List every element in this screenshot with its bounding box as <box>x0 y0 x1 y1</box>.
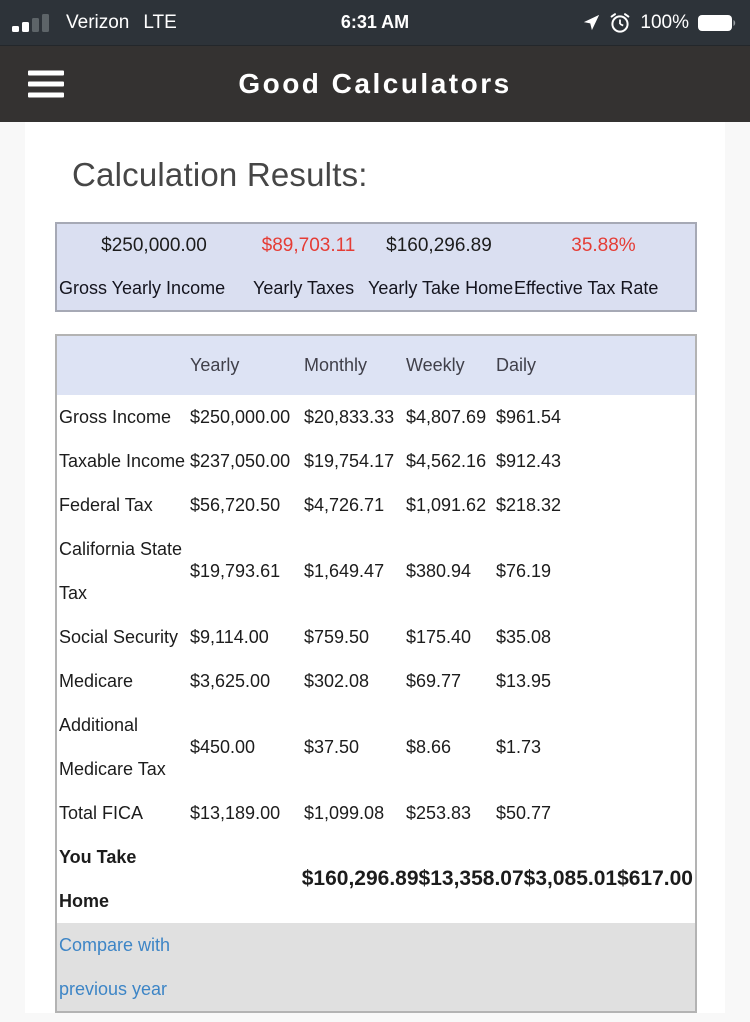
gross-yearly-income-value: $250,000.00 <box>101 234 207 256</box>
cell-value: $4,807.69 <box>406 407 487 427</box>
app-title: Good Calculators <box>238 68 512 99</box>
cell-value: $237,050.00 <box>190 451 291 471</box>
cell-value: $302.08 <box>304 671 370 691</box>
cell-value: $1,099.08 <box>304 803 385 823</box>
compare-previous-year-link[interactable]: Compare with previous year <box>59 935 171 999</box>
cell-value: $19,754.17 <box>304 451 395 471</box>
row-label: Social Security <box>59 627 179 647</box>
column-header-monthly: Monthly <box>302 335 404 395</box>
cell-value: $912.43 <box>496 451 562 471</box>
empty-cell <box>302 923 404 1012</box>
status-bar-left <box>12 12 177 34</box>
yearly-taxes-label: Yearly Taxes <box>253 278 355 298</box>
row-label: Taxable Income <box>59 451 186 471</box>
cell-value: $35.08 <box>496 627 552 647</box>
empty-cell <box>404 923 494 1012</box>
row-label: Total FICA <box>59 803 144 823</box>
take-home-row <box>56 835 696 923</box>
table-row <box>56 483 696 527</box>
take-home-weekly: $3,085.01 <box>523 867 618 890</box>
cell-value: $250,000.00 <box>190 407 291 427</box>
table-row <box>56 791 696 835</box>
battery-full-icon <box>698 14 738 32</box>
cell-value: $13,189.00 <box>190 803 281 823</box>
table-row <box>56 439 696 483</box>
cell-value: $76.19 <box>496 561 552 581</box>
cell-value: $3,625.00 <box>190 671 271 691</box>
alarm-clock-icon <box>609 12 631 34</box>
cell-value: $218.32 <box>496 495 562 515</box>
content-container <box>25 122 725 1013</box>
app-header <box>0 45 750 122</box>
effective-tax-rate-label: Effective Tax Rate <box>514 278 659 298</box>
cell-value: $1.73 <box>496 737 542 757</box>
cell-value: $759.50 <box>304 627 370 647</box>
network-type-label: LTE <box>143 11 177 33</box>
status-bar-right <box>583 12 738 34</box>
column-header-daily: Daily <box>494 335 696 395</box>
gross-yearly-income-label: Gross Yearly Income <box>59 278 226 298</box>
row-label: Additional Medicare Tax <box>59 715 166 779</box>
cell-value: $175.40 <box>406 627 472 647</box>
cell-value: $961.54 <box>496 407 562 427</box>
table-row <box>56 615 696 659</box>
cell-value: $4,726.71 <box>304 495 385 515</box>
row-label: Gross Income <box>59 407 172 427</box>
take-home-values <box>188 835 696 923</box>
empty-cell <box>494 923 696 1012</box>
status-bar <box>0 0 750 45</box>
table-row <box>56 395 696 439</box>
cell-value: $37.50 <box>304 737 360 757</box>
yearly-take-home-value: $160,296.89 <box>386 234 492 256</box>
cell-value: $253.83 <box>406 803 472 823</box>
cell-value: $450.00 <box>190 737 256 757</box>
effective-tax-rate-value: 35.88% <box>571 234 636 256</box>
summary-labels-row <box>56 267 696 311</box>
summary-values-row <box>56 223 696 267</box>
table-row <box>56 703 696 791</box>
take-home-daily: $617.00 <box>617 867 693 890</box>
cellular-signal-icon <box>12 13 54 33</box>
column-header-weekly: Weekly <box>404 335 494 395</box>
results-table <box>55 334 697 1013</box>
yearly-take-home-label: Yearly Take Home <box>368 278 514 298</box>
row-label: Federal Tax <box>59 495 153 515</box>
take-home-label-text: You Take Home <box>59 847 137 911</box>
hamburger-menu-icon[interactable] <box>28 65 64 104</box>
battery-percent-label: 100% <box>640 11 689 33</box>
cell-value: $1,091.62 <box>406 495 487 515</box>
cell-value: $20,833.33 <box>304 407 395 427</box>
cell-value: $4,562.16 <box>406 451 487 471</box>
cell-value: $69.77 <box>406 671 462 691</box>
take-home-label <box>56 835 188 923</box>
yearly-taxes-value: $89,703.11 <box>261 234 356 256</box>
status-bar-clock: 6:31 AM <box>340 12 410 32</box>
cell-value: $8.66 <box>406 737 452 757</box>
table-row <box>56 659 696 703</box>
cell-value: $19,793.61 <box>190 561 281 581</box>
row-label: Medicare <box>59 671 134 691</box>
cell-value: $9,114.00 <box>190 627 269 647</box>
carrier-label: Verizon <box>66 11 130 33</box>
compare-row <box>56 923 696 1012</box>
location-arrow-icon <box>583 14 600 31</box>
cell-value: $56,720.50 <box>190 495 281 515</box>
column-header-empty <box>56 335 188 395</box>
compare-cell <box>56 923 188 1012</box>
cell-value: $1,649.47 <box>304 561 385 581</box>
table-row <box>56 527 696 615</box>
take-home-yearly: $160,296.89 <box>301 867 419 890</box>
take-home-monthly: $13,358.07 <box>418 867 524 890</box>
row-label: California State Tax <box>59 539 183 603</box>
summary-table <box>55 222 697 312</box>
cell-value: $380.94 <box>406 561 472 581</box>
empty-cell <box>188 923 302 1012</box>
results-header-row <box>56 335 696 395</box>
page-title: Calculation Results: <box>72 156 368 193</box>
column-header-yearly: Yearly <box>188 335 302 395</box>
cell-value: $13.95 <box>496 671 552 691</box>
cell-value: $50.77 <box>496 803 552 823</box>
